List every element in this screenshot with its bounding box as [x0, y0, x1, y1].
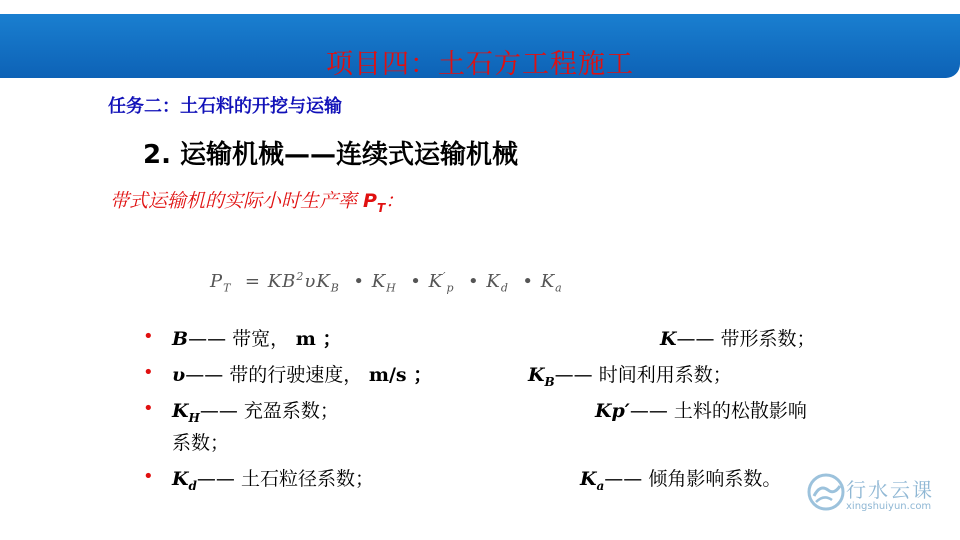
logo-url: xingshuiyun.com: [846, 501, 932, 512]
formula-kp-sup: ′: [443, 270, 447, 283]
formula-k: K: [486, 271, 501, 292]
task-subtitle: 任务二：土石料的开挖与运输: [108, 96, 342, 117]
rate-caption: [110, 186, 404, 215]
formula-k: K: [428, 271, 444, 292]
rate-symbol: P: [363, 190, 377, 212]
formula-kh-sub: H: [386, 281, 397, 295]
formula-rhs: = KB: [244, 271, 297, 292]
formula-kd-sub: d: [500, 281, 509, 295]
formula-dot: •: [410, 271, 422, 292]
bullet-icon: •: [143, 398, 154, 419]
header-bar: [0, 14, 960, 78]
definition-b: B—— 带宽， m ；: [172, 328, 342, 350]
formula-sup: 2: [296, 270, 305, 283]
definition-v: υ—— 带的行驶速度， m/s ；: [172, 364, 433, 386]
definition-k: K—— 带形系数；: [660, 328, 816, 350]
page-title: 项目四：土石方工程施工: [326, 49, 634, 80]
definition-kb: $K_B——$ 时间利用系数；: [528, 364, 732, 389]
formula-dot: •: [353, 271, 365, 292]
formula: [210, 270, 563, 295]
rate-symbol-sub: T: [376, 200, 386, 215]
definition-ka: $K_a——$ 倾角影响系数。: [580, 468, 782, 493]
wave-logo-icon: [806, 470, 846, 514]
formula-kb-sub: B: [330, 281, 340, 295]
formula-rest: υK: [304, 271, 331, 292]
rate-text: 带式运输机的实际小时生产率: [110, 190, 364, 212]
formula-ka-sub: a: [555, 281, 563, 295]
formula-dot: •: [522, 271, 534, 292]
formula-kp-sub: p: [446, 281, 455, 295]
bullet-icon: •: [143, 326, 154, 347]
rate-colon: ：: [385, 190, 405, 212]
definition-kd: $K_d——$ 土石粒径系数；: [172, 468, 374, 493]
bullet-icon: •: [143, 466, 154, 487]
formula-lhs: P: [210, 271, 224, 292]
formula-dot: •: [468, 271, 480, 292]
formula-k: K: [540, 271, 556, 292]
definition-kp: Kp′—— 土料的松散影响: [595, 400, 807, 422]
formula-lhs-sub: T: [223, 281, 232, 295]
section-heading: 2. 运输机械——连续式运输机械: [143, 140, 519, 170]
bullet-icon: •: [143, 362, 154, 383]
formula-k: K: [371, 271, 387, 292]
watermark-logo: [806, 470, 956, 520]
definition-kp-continued: 系数；: [172, 432, 230, 454]
logo-name: 行水云课: [846, 478, 934, 502]
definition-kh: $K_H——$ 充盈系数；: [172, 400, 339, 425]
